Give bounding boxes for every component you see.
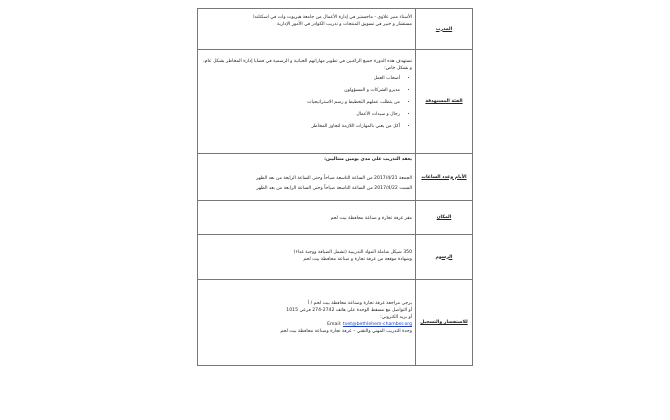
fees-content	[198, 235, 416, 280]
trainer-line-1: الأستاذ منير علاوي - ماجستير في إدارة الأعمال من جامعة هيريوت وات في اسكتلندا	[253, 15, 412, 20]
venue-content	[198, 201, 416, 235]
audience-intro: تستهدف هذه الدورة جميع الراغبين في تطوير مهاراتهم الحياتية و الرسمية في فضايا إدارة المخاطر بشكل عام، و بشكل خاص:	[203, 59, 412, 71]
contact-row	[198, 280, 473, 366]
fees-label: الرسوم	[416, 235, 473, 280]
trainer-label: المدرب	[416, 9, 473, 50]
venue-label: المكان	[416, 201, 473, 235]
email-link[interactable]: tvet@bethlehem-chamber.org	[342, 322, 412, 327]
trainer-line-2: مستشار و خبير في تسويق المنتجات و تدريب الكوادر في الأمور الإدارية	[277, 22, 412, 27]
venue-row	[198, 201, 473, 235]
audience-content	[198, 50, 416, 154]
schedule-row	[198, 154, 473, 201]
fees-row	[198, 235, 473, 280]
venue-text: مقر غرفة تجارة و صناعة محافظة بيت لحم	[330, 216, 412, 221]
audience-item: • أكل من يعني بالمهارات اللازمة لتجاوز المخاطر	[201, 123, 400, 130]
contact-email-line	[201, 321, 412, 328]
course-info-table	[197, 8, 473, 366]
contact-line-4: وحدة التدريب المهني والتقني – غرفة تجارة وصناعة محافظة بيت لحم	[280, 329, 412, 334]
contact-content	[198, 280, 416, 366]
audience-label: الفئة المستهدفة	[416, 50, 473, 154]
email-label: Email:	[327, 322, 342, 327]
contact-line-3: أو بريد الكتروني:	[380, 315, 412, 320]
contact-label: للاستفسار والتسجيل	[416, 280, 473, 366]
schedule-heading: يعقد التدريب على مدى يومين متتاليين:	[324, 157, 412, 162]
fees-line-1: 350 شيكل شاملة المواد التدريبية (تشمل الضيافة ووجبة غداء)	[293, 250, 412, 255]
audience-item: • رجال و سيدات الأعمال	[201, 111, 400, 118]
schedule-day-2: السبت 2017/4/22 من الساعة التاسعة صباحاً وحتى الساعة الرابعة من بعد الظهر	[256, 186, 412, 191]
contact-line-1: يرجى مراجعة غرفة تجارة وصناعة محافظة بيت لحم / أ	[307, 301, 412, 306]
schedule-label: الأيام وعدد الساعات	[416, 154, 473, 201]
schedule-day-1: الجمعة 2017/4/21 من الساعة التاسعة صباحاً وحتى الساعة الرابعة من بعد الظهر	[256, 176, 412, 181]
audience-item: • أصحاب العمل	[201, 75, 400, 82]
trainer-row	[198, 9, 473, 50]
schedule-content	[198, 154, 416, 201]
audience-row	[198, 50, 473, 154]
fees-line-2: وشهادة موقعة من غرفة تجارة و صناعة محافظة بيت لحم	[303, 257, 412, 262]
contact-line-2: أو التواصل مع مسقط الوحدة على هاتف 2742-274 فرعي 1015	[286, 308, 412, 313]
audience-item: • مديرو الشركات و المسؤولون	[201, 87, 400, 94]
trainer-content	[198, 9, 416, 50]
audience-item: • من يتطلب عملهم التخطيط و رسم الاستراتيجيات	[201, 99, 400, 106]
audience-list	[201, 75, 400, 130]
